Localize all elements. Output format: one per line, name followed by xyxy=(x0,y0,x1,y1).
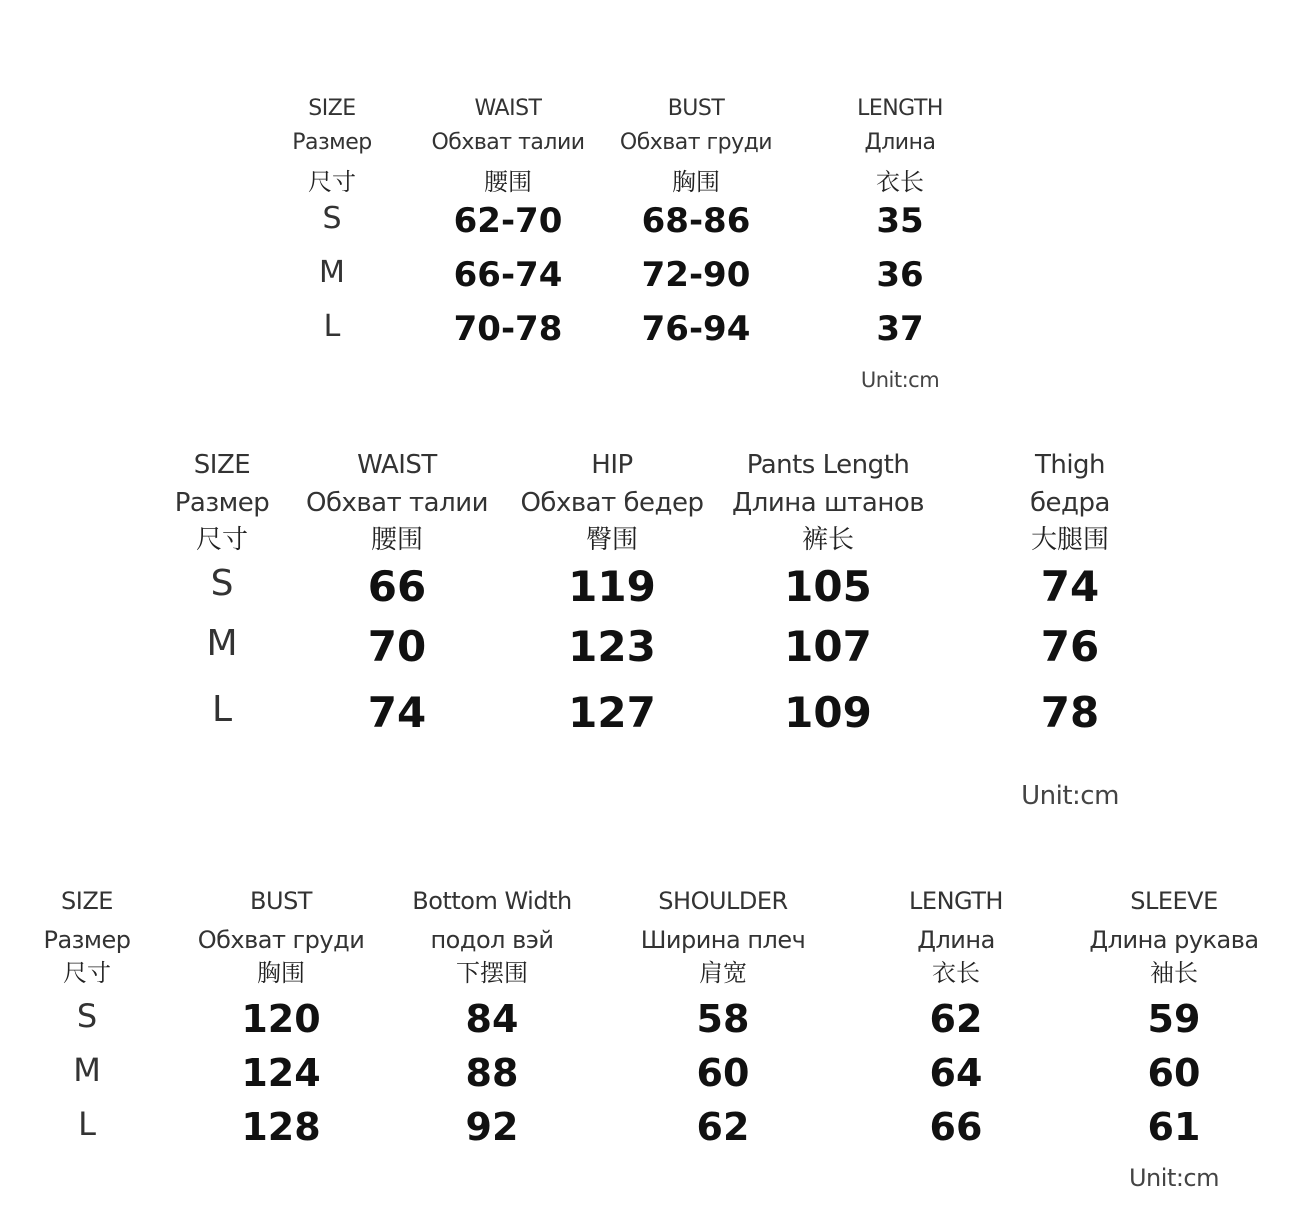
column-header-ru: Длина xyxy=(864,130,936,155)
measurement-value: 37 xyxy=(876,309,924,349)
measurement-value: 66 xyxy=(929,1105,983,1149)
measurement-value: 59 xyxy=(1147,997,1201,1041)
column-header-zh: 尺寸 xyxy=(195,525,249,555)
measurement-value: 64 xyxy=(929,1051,983,1095)
column-header-ru: бедра xyxy=(1030,488,1110,518)
column-header-en: SLEEVE xyxy=(1130,887,1218,915)
measurement-value: 119 xyxy=(568,562,656,611)
measurement-value: 84 xyxy=(465,997,519,1041)
column-header-en: Thigh xyxy=(1034,450,1106,480)
size-label: M xyxy=(73,1051,101,1089)
column-header-en: WAIST xyxy=(474,96,542,121)
column-header-zh: 肩宽 xyxy=(699,959,747,987)
column-header-zh: 胸围 xyxy=(257,959,305,987)
column-header-ru: Длина рукава xyxy=(1089,926,1259,954)
column-header-zh: 大腿围 xyxy=(1030,525,1110,555)
measurement-value: 88 xyxy=(465,1051,519,1095)
column-header-en: LENGTH xyxy=(857,96,943,121)
measurement-value: 66-74 xyxy=(453,255,563,295)
column-header-en: HIP xyxy=(591,450,633,480)
measurement-value: 68-86 xyxy=(641,201,751,241)
measurement-value: 66 xyxy=(367,562,427,611)
measurement-value: 109 xyxy=(784,688,872,737)
unit-note: Unit:cm xyxy=(860,368,940,392)
size-label: M xyxy=(319,255,345,290)
measurement-value: 62-70 xyxy=(453,201,563,241)
size-label: L xyxy=(78,1105,96,1143)
column-header-zh: 胸围 xyxy=(672,168,720,196)
column-header-ru: Длина xyxy=(917,926,995,954)
column-header-zh: 下摆围 xyxy=(456,959,528,987)
measurement-value: 124 xyxy=(241,1051,321,1095)
column-header-en: BUST xyxy=(250,887,312,915)
measurement-value: 127 xyxy=(568,688,656,737)
measurement-value: 72-90 xyxy=(641,255,751,295)
column-header-zh: 臀围 xyxy=(585,525,639,555)
measurement-value: 35 xyxy=(876,201,924,241)
measurement-value: 61 xyxy=(1147,1105,1201,1149)
size-label: S xyxy=(76,997,98,1035)
column-header-zh: 尺寸 xyxy=(63,959,111,987)
column-header-ru: Обхват груди xyxy=(197,926,365,954)
column-header-zh: 裤长 xyxy=(801,525,855,555)
measurement-value: 128 xyxy=(241,1105,321,1149)
column-header-en: Pants Length xyxy=(746,450,910,480)
measurement-value: 78 xyxy=(1040,688,1100,737)
column-header-ru: Обхват талии xyxy=(431,130,585,155)
measurement-value: 60 xyxy=(696,1051,750,1095)
size-label: M xyxy=(206,623,238,664)
size-label: S xyxy=(210,563,234,604)
measurement-value: 107 xyxy=(784,622,872,671)
measurement-value: 62 xyxy=(696,1105,750,1149)
column-header-ru: Размер xyxy=(43,926,131,954)
column-header-en: SIZE xyxy=(193,450,251,480)
column-header-en: Bottom Width xyxy=(412,887,572,915)
column-header-en: WAIST xyxy=(357,450,437,480)
unit-note: Unit:cm xyxy=(1128,1164,1220,1192)
column-header-en: SHOULDER xyxy=(658,887,788,915)
column-header-ru: Размер xyxy=(174,488,270,518)
size-label: L xyxy=(323,309,341,344)
column-header-en: SIZE xyxy=(61,887,113,915)
size-label: S xyxy=(322,201,342,236)
column-header-ru: Длина штанов xyxy=(731,488,925,518)
unit-note: Unit:cm xyxy=(1021,781,1119,811)
measurement-value: 76-94 xyxy=(641,309,751,349)
column-header-ru: Обхват бедер xyxy=(520,488,704,518)
measurement-value: 62 xyxy=(929,997,983,1041)
column-header-en: BUST xyxy=(667,96,725,121)
measurement-value: 58 xyxy=(696,997,750,1041)
measurement-value: 76 xyxy=(1040,622,1100,671)
column-header-zh: 衣长 xyxy=(932,959,980,987)
column-header-zh: 袖长 xyxy=(1150,959,1198,987)
measurement-value: 36 xyxy=(876,255,924,295)
column-header-en: LENGTH xyxy=(909,887,1003,915)
column-header-zh: 腰围 xyxy=(484,168,532,196)
measurement-value: 105 xyxy=(784,562,872,611)
measurement-value: 120 xyxy=(241,997,321,1041)
measurement-value: 74 xyxy=(367,688,427,737)
column-header-ru: Обхват груди xyxy=(619,130,773,155)
size-label: L xyxy=(211,689,233,730)
column-header-zh: 腰围 xyxy=(370,525,424,555)
measurement-value: 74 xyxy=(1040,562,1100,611)
column-header-en: SIZE xyxy=(308,96,356,121)
column-header-ru: Обхват талии xyxy=(305,488,489,518)
measurement-value: 60 xyxy=(1147,1051,1201,1095)
measurement-value: 92 xyxy=(465,1105,519,1149)
column-header-ru: Размер xyxy=(292,130,372,155)
measurement-value: 123 xyxy=(568,622,656,671)
column-header-zh: 尺寸 xyxy=(308,168,356,196)
column-header-zh: 衣长 xyxy=(876,168,924,196)
measurement-value: 70 xyxy=(367,622,427,671)
column-header-ru: Ширина плеч xyxy=(640,926,806,954)
column-header-ru: подол вэй xyxy=(430,926,554,954)
measurement-value: 70-78 xyxy=(453,309,563,349)
